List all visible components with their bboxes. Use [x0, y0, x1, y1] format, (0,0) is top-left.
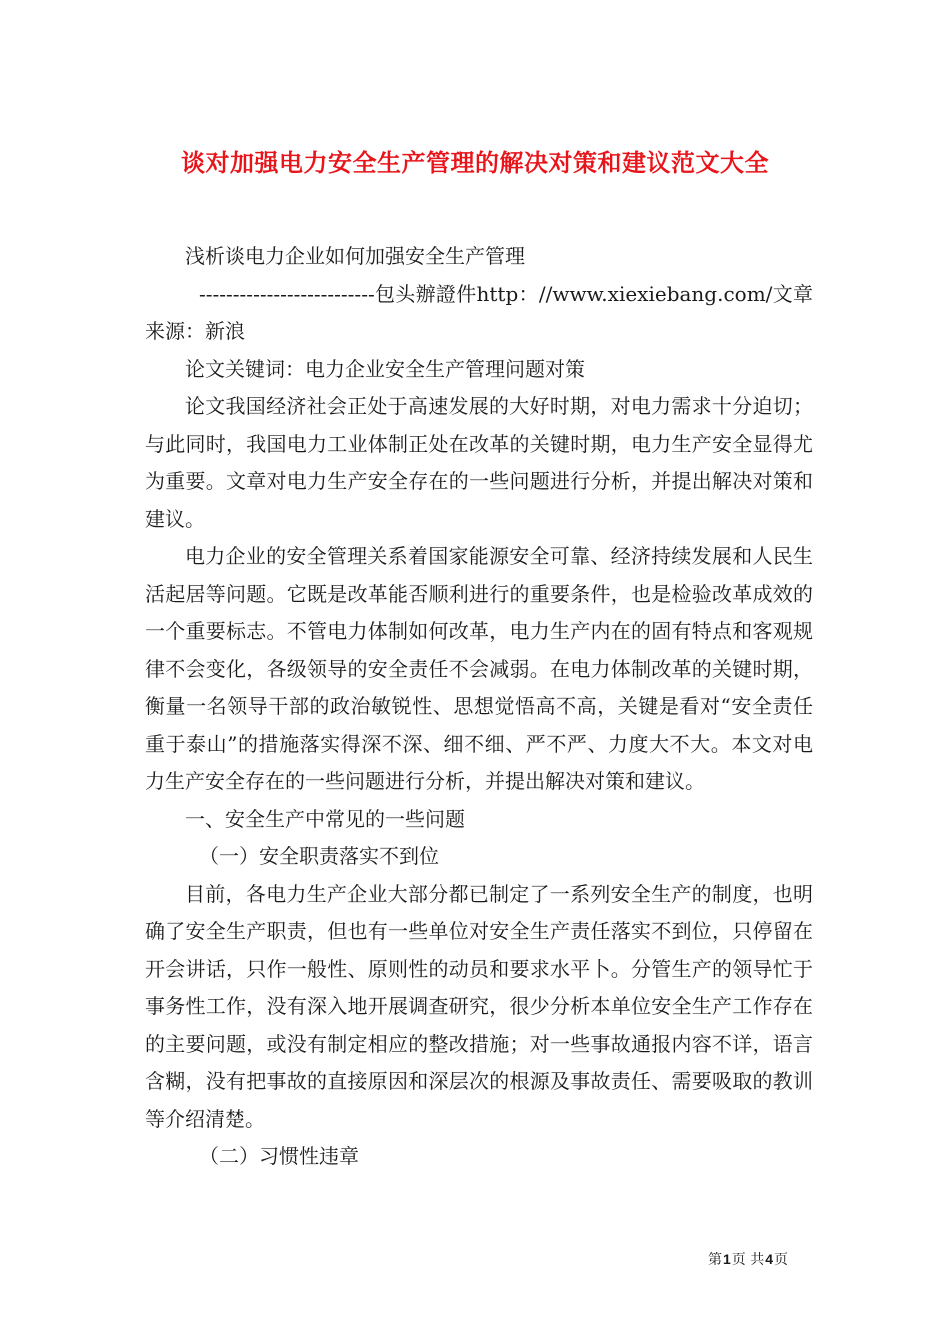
- abstract-paragraph: 论文我国经济社会正处于高速发展的大好时期，对电力需求十分迫切；与此同时，我国电力工业体制正处在改革的关键时期，电力生产安全显得尤为重要。文章对电力生产安全存在的一些问题进行分析，并提出解决对策和建议。: [145, 394, 813, 531]
- intro-paragraph: 电力企业的安全管理关系着国家能源安全可靠、经济持续发展和人民生活起居等问题。它既是改革能否顺利进行的重要条件，也是检验改革成效的一个重要标志。不管电力体制如何改革，电力生产内在的固有特点和客观规律不会变化，各级领导的安全责任不会减弱。在电力体制改革的关键时期，衡量一名领导干部的政治敏锐性、思想觉悟高不高，关键是看对“安全责任重于泰山”的措施落实得深不深、细不细、严不严、力度大不大。本文对电力生产安全存在的一些问题进行分析，并提出解决对策和建议。: [145, 544, 813, 793]
- footer-prefix: 第: [708, 1252, 722, 1268]
- current-page-number: 1: [723, 1251, 731, 1267]
- keywords-line: 论文关键词：电力企业安全生产管理问题对策: [185, 356, 585, 381]
- article-subtitle: 浅析谈电力企业如何加强安全生产管理: [185, 244, 525, 268]
- article-source-line: --------------------------包头辦證件http：//www.xiexiebang.com/文章来源：新浪: [145, 281, 813, 343]
- total-page-count: 4: [765, 1251, 774, 1267]
- document-body: [145, 238, 813, 1176]
- section-heading-1: 一、安全生产中常见的一些问题: [185, 806, 465, 831]
- subsection-heading-1: （一）安全职责落实不到位: [199, 844, 439, 868]
- footer-suffix: 页: [774, 1252, 789, 1268]
- body-paragraph-1: 目前，各电力生产企业大部分都已制定了一系列安全生产的制度，也明确了安全生产职责，但也有一些单位对安全生产责任落实不到位，只停留在开会讲话，只作一般性、原则性的动员和要求水平卜。分管生产的领导忙于事务性工作，没有深入地开展调查研究，很少分析本单位安全生产工作存在的主要问题，或没有制定相应的整改措施；对一些事故通报内容不详，语言含糊，没有把事故的直接原因和深层次的根源及事故责任、需要吸取的教训等介绍清楚。: [145, 881, 813, 1131]
- page-number-footer: [708, 1249, 788, 1269]
- subsection-heading-2: （二）习惯性违章: [199, 1144, 359, 1168]
- document-title: 谈对加强电力安全生产管理的解决对策和建议范文大全: [181, 148, 769, 178]
- footer-middle: 页 共: [731, 1252, 765, 1268]
